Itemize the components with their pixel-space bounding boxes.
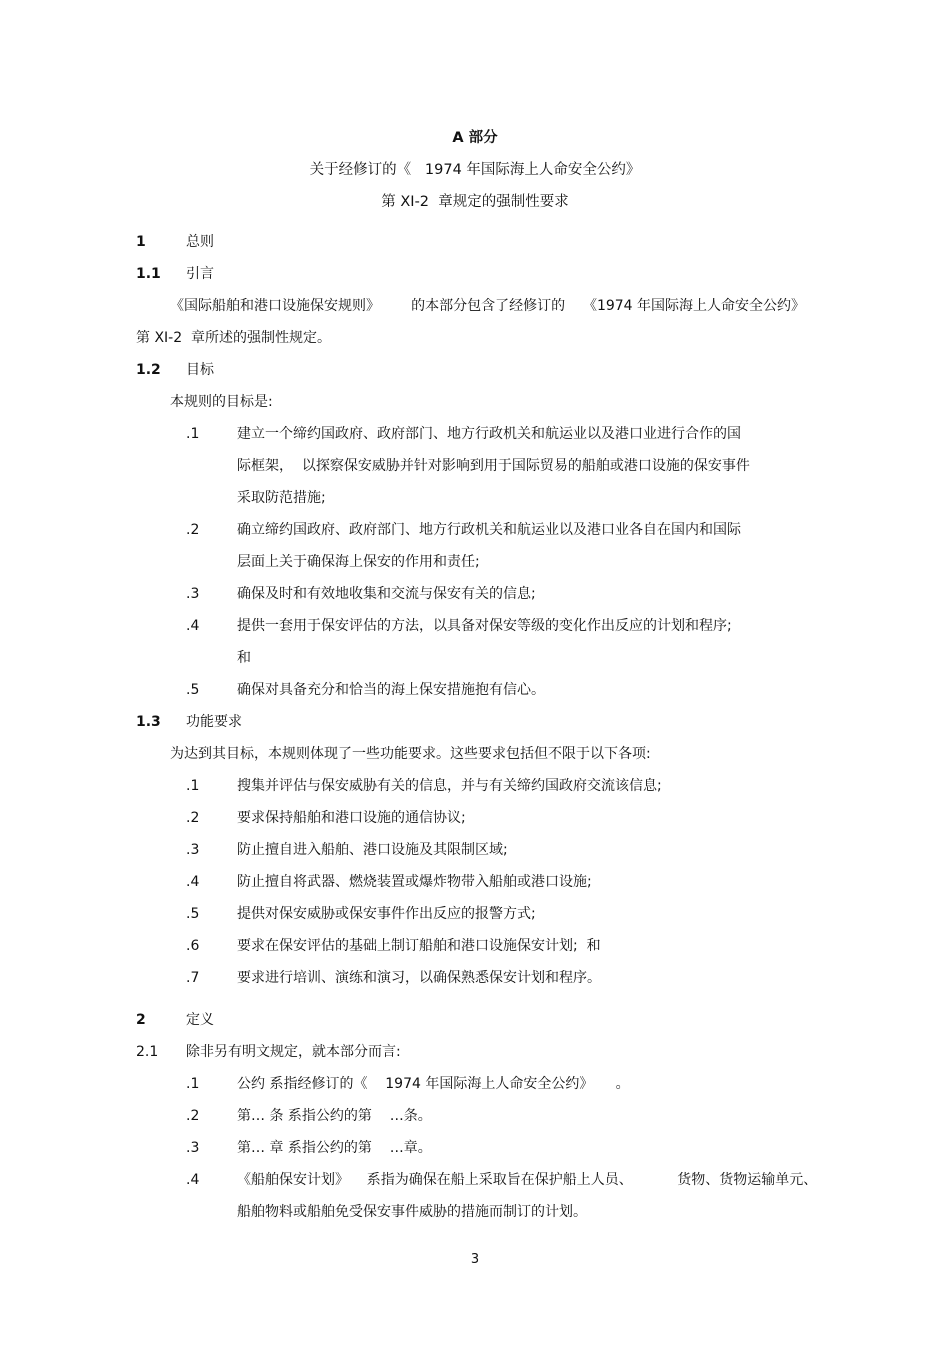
list-item-number: .4 xyxy=(186,618,200,634)
subsection-number: 1.2 xyxy=(136,362,161,378)
list-item-line: 确保对具备充分和恰当的海上保安措施抱有信心。 xyxy=(237,682,545,698)
list-item-line: 际框架， 以探察保安威胁并针对影响到用于国际贸易的船舶或港口设施的保安事件 xyxy=(237,458,750,474)
subsection-heading: 引言 xyxy=(186,266,214,282)
paragraph-line: 第 XI-2 章所述的强制性规定。 xyxy=(136,330,332,346)
list-item-line: 和 xyxy=(237,650,251,666)
list-item-number: .2 xyxy=(186,1108,200,1124)
subsection-number: 2.1 xyxy=(136,1044,159,1060)
list-item-line: 提供一套用于保安评估的方法，以具备对保安等级的变化作出反应的计划和程序; xyxy=(237,618,732,634)
list-item-number: .7 xyxy=(186,970,200,986)
list-item-line: 船舶物料或船舶免受保安事件威胁的措施而制订的计划。 xyxy=(237,1204,587,1220)
paragraph-line: 本规则的目标是: xyxy=(170,394,273,410)
list-item-line: 要求在保安评估的基础上制订船舶和港口设施保安计划; 和 xyxy=(237,938,601,954)
list-item-number: .3 xyxy=(186,1140,200,1156)
list-item-number: .1 xyxy=(186,426,200,442)
paragraph-line: 为达到其目标，本规则体现了一些功能要求。这些要求包括但不限于以下各项: xyxy=(170,746,651,762)
list-item-number: .3 xyxy=(186,842,200,858)
list-item-number: .2 xyxy=(186,810,200,826)
list-item-line: 搜集并评估与保安威胁有关的信息，并与有关缔约国政府交流该信息; xyxy=(237,778,662,794)
list-item-number: .1 xyxy=(186,1076,200,1092)
list-item-number: .2 xyxy=(186,522,200,538)
list-item-number: .6 xyxy=(186,938,200,954)
list-item-line: 建立一个缔约国政府、政府部门、地方行政机关和航运业以及港口业进行合作的国 xyxy=(237,426,741,442)
section-heading: 总则 xyxy=(186,234,214,250)
list-item-line: 提供对保安威胁或保安事件作出反应的报警方式; xyxy=(237,906,536,922)
list-item-number: .4 xyxy=(186,874,200,890)
list-item-line: 第… 条 系指公约的第 …条。 xyxy=(237,1108,432,1124)
list-item-line: 防止擅自进入船舶、港口设施及其限制区域; xyxy=(237,842,508,858)
page-number: 3 xyxy=(470,1252,480,1267)
list-item-line: 要求进行培训、演练和演习，以确保熟悉保安计划和程序。 xyxy=(237,970,601,986)
list-item-number: .5 xyxy=(186,906,200,922)
chapter-title: 第 XI-2 章规定的强制性要求 xyxy=(381,194,569,210)
list-item-number: .3 xyxy=(186,586,200,602)
list-item-line: 《船舶保安计划》 系指为确保在船上采取旨在保护船上人员、 货物、货物运输单元、 xyxy=(237,1172,818,1188)
list-item-line: 第… 章 系指公约的第 …章。 xyxy=(237,1140,432,1156)
list-item-line: 层面上关于确保海上保安的作用和责任; xyxy=(237,554,480,570)
subsection-heading: 目标 xyxy=(186,362,214,378)
list-item-line: 采取防范措施; xyxy=(237,490,326,506)
list-item-line: 公约 系指经修订的《 1974 年国际海上人命安全公约》 。 xyxy=(237,1076,630,1092)
list-item-number: .4 xyxy=(186,1172,200,1188)
convention-title: 关于经修订的《 1974 年国际海上人命安全公约》 xyxy=(309,162,641,178)
list-item-number: .1 xyxy=(186,778,200,794)
section-number: 2 xyxy=(136,1012,146,1028)
part-title: A 部分 xyxy=(452,130,498,146)
subsection-number: 1.3 xyxy=(136,714,161,730)
list-item-number: .5 xyxy=(186,682,200,698)
list-item-line: 防止擅自将武器、燃烧装置或爆炸物带入船舶或港口设施; xyxy=(237,874,592,890)
paragraph-line: 《国际船舶和港口设施保安规则》 的本部分包含了经修订的 《1974 年国际海上人命安全公约》 xyxy=(170,298,806,314)
list-item-line: 要求保持船舶和港口设施的通信协议; xyxy=(237,810,466,826)
list-item-line: 确保及时和有效地收集和交流与保安有关的信息; xyxy=(237,586,536,602)
subsection-heading: 功能要求 xyxy=(186,714,242,730)
subsection-number: 1.1 xyxy=(136,266,161,282)
paragraph-line: 除非另有明文规定，就本部分而言: xyxy=(186,1044,401,1060)
section-number: 1 xyxy=(136,234,146,250)
section-heading: 定义 xyxy=(186,1012,214,1028)
list-item-line: 确立缔约国政府、政府部门、地方行政机关和航运业以及港口业各自在国内和国际 xyxy=(237,522,741,538)
